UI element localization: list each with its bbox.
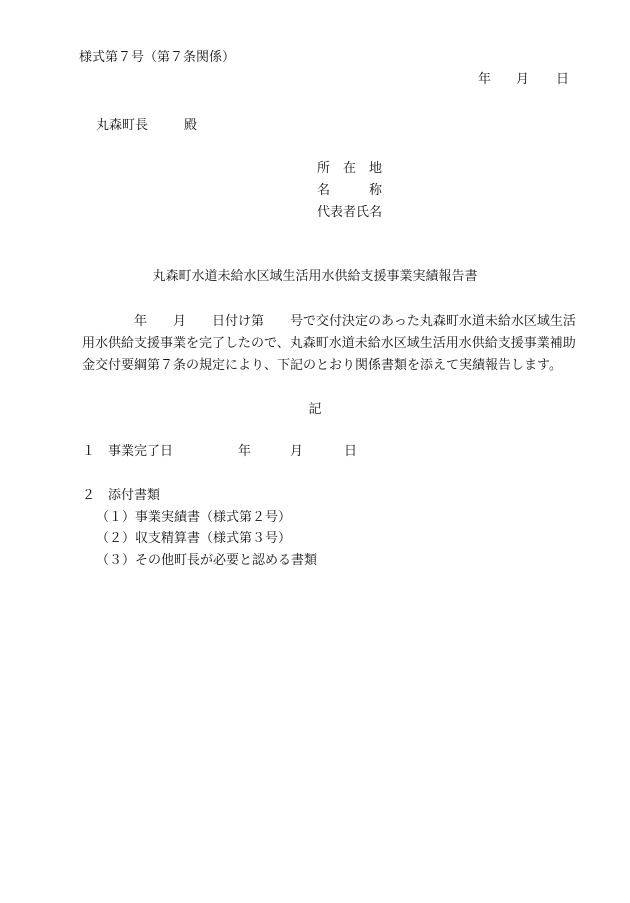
- document-title: 丸森町水道未給水区域生活用水供給支援事業実績報告書: [152, 269, 478, 284]
- date-day: 日: [556, 72, 570, 87]
- item-completion-date: [82, 444, 357, 460]
- body-line: 金交付要綱第７条の規定により、下記のとおり関係書類を添えて実績報告します。: [82, 358, 562, 373]
- body-paragraph: [82, 311, 602, 377]
- applicant-name-label: 名 称: [317, 183, 383, 198]
- addressee-name: 丸森町長: [96, 118, 149, 133]
- item1-day: 日: [344, 444, 358, 459]
- applicant-representative-label: 代表者氏名: [317, 205, 383, 220]
- form-number: 様式第７号（第７条関係）: [79, 50, 236, 65]
- attachment-item: （３）その他町長が必要と認める書類: [96, 553, 318, 568]
- item-attachments: ２ 添付書類: [82, 488, 161, 503]
- submission-date: [478, 72, 569, 88]
- item1-month: 月: [290, 444, 304, 459]
- body-line: 用水供給支援事業を完了したので、丸森町水道未給水区域生活用水供給支援事業補助: [82, 336, 576, 351]
- item1-label: １ 事業完了日: [82, 444, 174, 459]
- addressee: [96, 118, 197, 134]
- body-line: 年 月 日付け第 号で交付決定のあった丸森町水道未給水区域生活: [82, 314, 576, 329]
- date-year: 年: [478, 72, 492, 87]
- applicant-address-label: 所 在 地: [317, 161, 383, 176]
- applicant-block: [317, 161, 382, 227]
- item1-year: 年: [238, 444, 252, 459]
- attachment-item: （１）事業実績書（様式第２号）: [96, 510, 292, 525]
- attachment-item: （２）収支精算書（様式第３号）: [96, 531, 292, 546]
- ki-heading: 記: [308, 402, 322, 417]
- date-month: 月: [516, 72, 530, 87]
- addressee-honorific: 殿: [184, 118, 198, 133]
